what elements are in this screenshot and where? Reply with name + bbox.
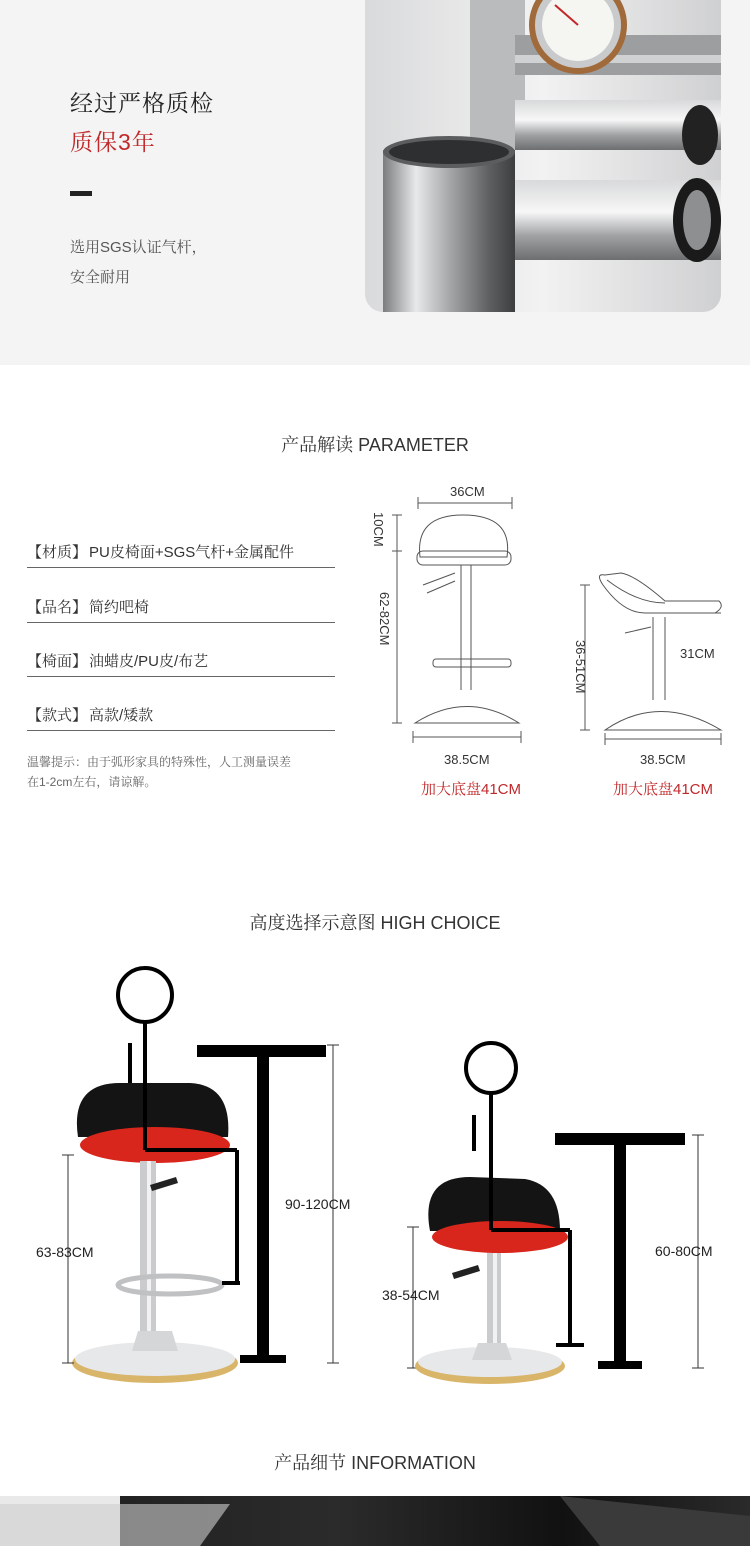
height-choice-diagram xyxy=(0,955,750,1395)
param-key: 【材质】 xyxy=(27,544,88,561)
dimension-drawings xyxy=(375,485,750,755)
param-row xyxy=(27,596,335,623)
accent-dash xyxy=(70,191,92,196)
tall-back-height-label: 10CM xyxy=(371,512,386,547)
detail-photo-texture xyxy=(0,1496,750,1546)
tall-table-height: 90-120CM xyxy=(285,1196,351,1212)
tall-back-height xyxy=(357,512,386,547)
param-value: 油蜡皮/PU皮/布艺 xyxy=(89,653,209,670)
warranty-text: 质保3年 xyxy=(70,129,156,155)
quality-desc-line: 安全耐用 xyxy=(70,269,131,286)
parameter-heading: 产品解读 PARAMETER xyxy=(281,435,469,455)
param-row xyxy=(27,650,335,677)
param-row xyxy=(27,704,335,731)
short-seat-width: 31CM xyxy=(680,646,715,661)
param-key: 【款式】 xyxy=(27,707,88,724)
product-detail-photo xyxy=(0,1496,750,1546)
note-line: 温馨提示：由于弧形家具的特殊性，人工测量误差 xyxy=(27,755,292,769)
quality-desc-line: 选用SGS认证气杆， xyxy=(70,239,207,256)
short-base-width: 38.5CM xyxy=(640,752,686,767)
short-table-foot xyxy=(598,1361,642,1369)
tall-table-leg xyxy=(257,1055,269,1355)
tall-base-note: 加大底盘41CM xyxy=(421,781,522,798)
short-seat-height: 38-54CM xyxy=(382,1287,440,1303)
param-key: 【品名】 xyxy=(27,599,88,616)
param-value: 高款/矮款 xyxy=(89,707,154,724)
tall-bar-stool xyxy=(72,1083,238,1383)
param-value: 简约吧椅 xyxy=(89,599,150,616)
tall-width-top: 36CM xyxy=(450,484,485,499)
tall-base-width: 38.5CM xyxy=(444,752,490,767)
short-base-note: 加大底盘41CM xyxy=(613,781,714,798)
short-height-range-label: 36-51CM xyxy=(573,640,588,694)
param-value: PU皮椅面+SGS气杆+金属配件 xyxy=(89,544,295,561)
tall-height-range-label: 62-82CM xyxy=(377,592,392,646)
gas-lift-photo xyxy=(365,0,721,312)
short-stool-base xyxy=(605,712,721,731)
param-row xyxy=(27,541,335,568)
short-table-leg xyxy=(614,1143,626,1365)
short-stool-back xyxy=(599,573,721,613)
measurement-note xyxy=(27,752,327,792)
tall-table-foot xyxy=(240,1355,286,1363)
information-heading: 产品细节 INFORMATION xyxy=(274,1453,476,1473)
note-line: 在1-2cm左右，请谅解。 xyxy=(27,775,157,789)
tall-stool-seat xyxy=(417,551,511,565)
tall-stool-base xyxy=(415,707,519,724)
short-height-range xyxy=(573,640,588,693)
tall-seat-height: 63-83CM xyxy=(36,1244,94,1260)
quality-description xyxy=(70,233,207,293)
quality-title: 经过严格质检 xyxy=(70,90,214,116)
high-choice-heading: 高度选择示意图 HIGH CHOICE xyxy=(249,913,501,933)
param-key: 【椅面】 xyxy=(27,653,88,670)
short-table-height: 60-80CM xyxy=(655,1243,713,1259)
tall-height-range xyxy=(377,592,392,645)
gas-lift-illustration xyxy=(365,0,721,312)
